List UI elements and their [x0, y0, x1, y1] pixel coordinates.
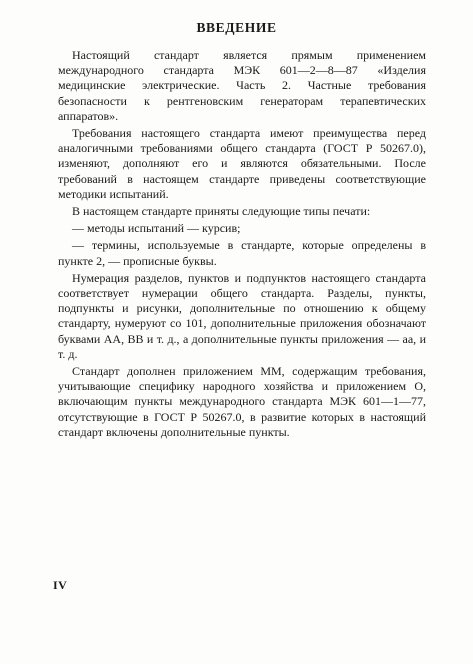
- paragraph-requirements: Требования настоящего стандарта имеют преимущества перед аналогичными требованиями общего стандарта (ГОСТ Р 50267.0), изменяют, дополняют его и являются обязательными. После требований в настоящем стандарте приведены соответствующие методики испытаний.: [58, 126, 426, 201]
- paragraph-print-types: В настоящем стандарте приняты следующие типы печати:: [72, 204, 371, 219]
- page-title: ВВЕДЕНИЕ: [196, 20, 277, 35]
- page-number: IV: [53, 578, 68, 592]
- paragraph-scope: Настоящий стандарт является прямым применением международного стандарта МЭК 601—2—8—87 «Изделия медицинские электрические. Часть 2. Частные требования безопасности к рентгеновским генераторам терапевтических аппаратов».: [58, 48, 426, 123]
- list-item-test-methods: — методы испытаний — курсив;: [72, 221, 241, 236]
- paragraph-appendix: Стандарт дополнен приложением ММ, содержащим требования, учитывающие специфику народного хозяйства и приложением О, включающим пункты международного стандарта МЭК 601—1—77, отсутствующие в ГОСТ Р 50267.0, в развитие которых в настоящий стандарт включены дополнительные пункты.: [58, 364, 426, 439]
- list-item-terms: — термины, используемые в стандарте, которые определены в пункте 2, — прописные буквы.: [58, 238, 426, 268]
- paragraph-numbering: Нумерация разделов, пунктов и подпунктов настоящего стандарта соответствует нумерации общего стандарта. Разделы, пункты, подпункты и рисунки, дополнительные по отношению к общему стандарту, нумеруют со 101, дополнительные приложения обозначают буквами АА, ВВ и т. д., а дополнительные пункты приложения — аа, и т. д.: [58, 270, 426, 361]
- introduction-body: [58, 48, 426, 442]
